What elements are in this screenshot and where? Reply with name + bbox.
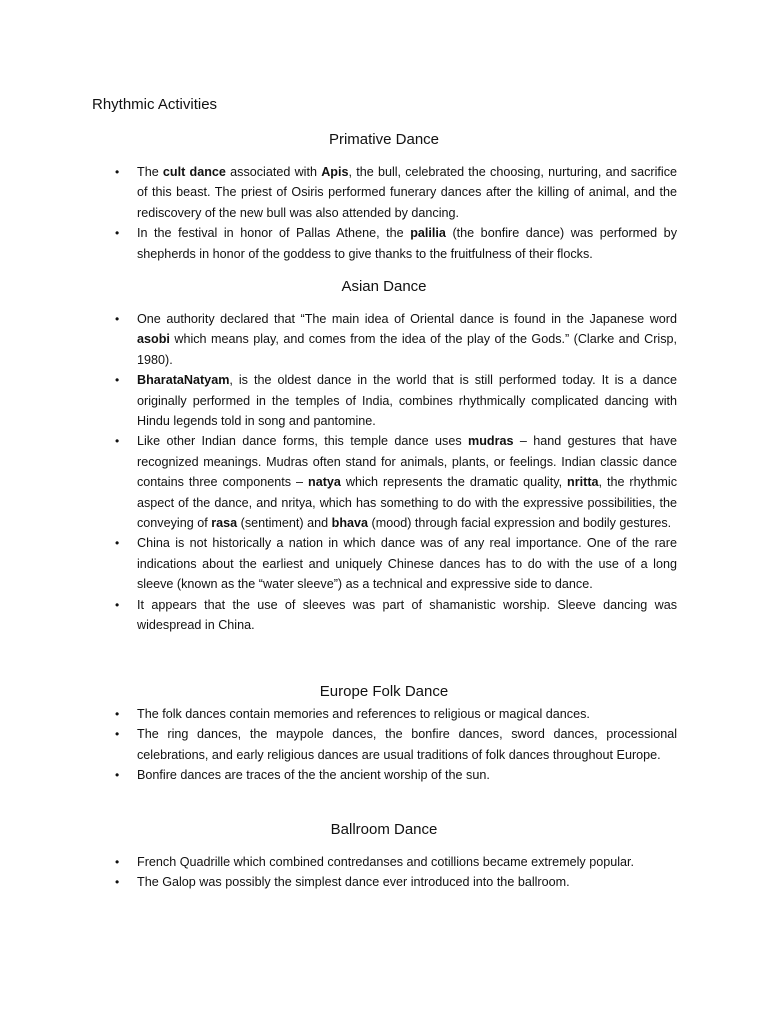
- text-run: Bonfire dances are traces of the the ancient worship of the sun.: [137, 768, 490, 783]
- text-run: – hand gestures that have recognized meanings. Mudras often stand for animals, plants, or feelings. Indian classic dance contains three components –: [137, 434, 677, 490]
- text-run: China is not historically a nation in which dance was of any real importance. One of the rare indications about the earliest and uniquely Chinese dances has to do with the use of a long sleeve (known as the “water sleeve”) as a technical and expressive side to dance.: [137, 536, 677, 592]
- bold-term: palilia: [410, 226, 446, 241]
- text-run: The: [137, 165, 163, 179]
- bold-term: cult dance: [162, 165, 226, 179]
- bold-term: asobi: [137, 332, 170, 347]
- bullet-item: [137, 370, 677, 431]
- bullet-item: [137, 724, 677, 765]
- bold-term: natya: [308, 475, 341, 490]
- bold-term: Apis: [321, 165, 349, 179]
- bullet-item: [137, 162, 677, 223]
- bold-term: mudras: [468, 434, 514, 449]
- text-run: It appears that the use of sleeves was part of shamanistic worship. Sleeve dancing was widespread in China.: [137, 597, 677, 633]
- bullet-item: [137, 533, 677, 594]
- text-run: French Quadrille which combined contredanses and cotillions became extremely popular.: [137, 855, 635, 869]
- section-heading-ballroom-dance: Ballroom Dance: [330, 821, 438, 838]
- section-heading-asian-dance: Asian Dance: [341, 278, 427, 295]
- text-run: The folk dances contain memories and references to religious or magical dances.: [137, 707, 590, 721]
- text-run: One authority declared that “The main idea of Oriental dance is found in the Japanese word: [137, 312, 677, 326]
- bullet-item: [137, 595, 677, 636]
- text-run: , the bull, celebrated the choosing, nurturing, and sacrifice of this beast. The priest of Osiris performed funerary dances after the killing of animal, and the rediscovery of the new bull was also attended by dancing.: [137, 165, 677, 220]
- bullet-item: [137, 765, 677, 785]
- bold-term: rasa: [211, 516, 238, 531]
- section-heading-europe-folk-dance: Europe Folk Dance: [319, 683, 449, 700]
- text-run: The Galop was possibly the simplest dance ever introduced into the ballroom.: [137, 875, 570, 890]
- bullet-item: [137, 704, 677, 724]
- bold-term: bhava: [331, 516, 369, 531]
- bold-term: nritta: [567, 475, 599, 490]
- bullet-list-ballroom-dance: [137, 852, 677, 893]
- bullet-item: [137, 223, 677, 264]
- bullet-list-europe-folk-dance: [137, 704, 677, 786]
- bullet-item: [137, 309, 677, 370]
- text-run: (sentiment) and: [237, 516, 332, 531]
- bullet-list-asian-dance: [137, 309, 677, 636]
- section-heading-primative-dance: Primative Dance: [328, 131, 440, 148]
- text-run: , is the oldest dance in the world that is still performed today. It is a dance originally performed in the temples of India, combines rhythmically complicated dancing with Hindu legends told in song and pantomine.: [137, 373, 677, 429]
- text-run: which means play, and comes from the idea of the play of the Gods.” (Clarke and Crisp, 1980).: [137, 332, 677, 367]
- text-run: , the rhythmic aspect of the dance, and nritya, which has something to do with the expressive possibilities, the conveying of: [137, 475, 677, 531]
- bullet-list-primative-dance: [137, 162, 677, 264]
- text-run: (the bonfire dance) was performed by shepherds in honor of the goddess to give thanks to the fruitfulness of their flocks.: [137, 226, 677, 261]
- text-run: The ring dances, the maypole dances, the bonfire dances, sword dances, processional celebrations, and early religious dances are usual traditions of folk dances throughout Europe.: [137, 727, 677, 762]
- text-run: Like other Indian dance forms, this temple dance uses: [137, 434, 469, 449]
- document-title: Rhythmic Activities: [92, 96, 218, 113]
- text-run: In the festival in honor of Pallas Athene, the: [137, 226, 411, 241]
- bullet-item: [137, 852, 677, 872]
- text-run: (mood) through facial expression and bodily gestures.: [368, 516, 672, 531]
- bullet-item: [137, 431, 677, 533]
- text-run: associated with: [225, 165, 322, 179]
- text-run: which represents the dramatic quality,: [340, 475, 568, 490]
- bold-term: BharataNatyam: [137, 373, 230, 388]
- bullet-item: [137, 872, 677, 892]
